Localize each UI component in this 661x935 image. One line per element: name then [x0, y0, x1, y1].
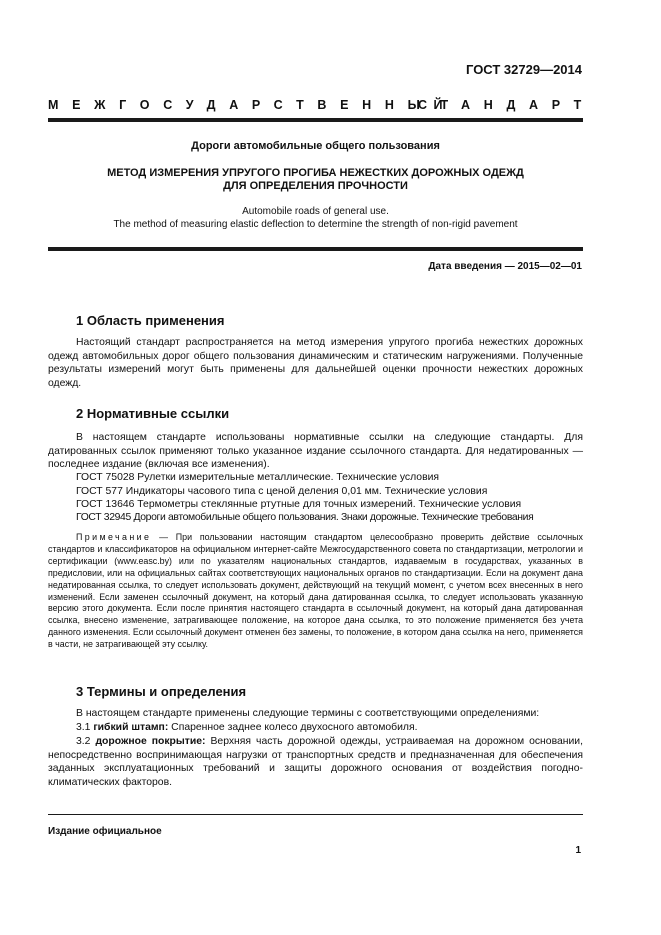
term-definition: Спаренное заднее колесо двухосного автомобиля. — [168, 722, 418, 733]
section-3-intro: В настоящем стандарте применены следующие термины с соответствующими определениями: — [76, 708, 540, 719]
section-3-heading: 3 Термины и определения — [76, 684, 247, 699]
reference-item: ГОСТ 75028 Рулетки измерительные металлические. Технические условия — [76, 472, 440, 483]
gost-number: ГОСТ 32729—2014 — [466, 62, 582, 77]
term-number: 3.2 — [76, 736, 91, 747]
section-2-paragraph — [48, 431, 583, 472]
reference-item: ГОСТ 13646 Термометры стеклянные ртутные для точных измерений. Технические условия — [76, 499, 522, 510]
reference-item: ГОСТ 577 Индикаторы часового типа с ценой деления 0,01 мм. Технические условия — [76, 486, 488, 497]
term-number: 3.1 — [76, 722, 91, 733]
note-text: — При пользовании настоящим стандартом целесообразно проверить действие ссылочных стандартов и классификаторов на официальном интернет-сайте Межгосударственного совета по стандартизации, метрологии и сертификации (www.easc.by) или по указателям национальных стандартов, издаваемым в государствах, указанных в предисловии, или на официальных сайтах соответствующих национальных органов по стандартизации. Если на документ дана недатированная ссылка, то следует использовать документ, действующий на текущий момент, с учетом всех внесенных в него изменений. Если заменен ссылочный документ, на который дана датированная ссылка, то следует использовать указанную версию этого документа. Если после принятия настоящего стандарта в ссылочный документ, на который дана датированная ссылка, внесено изменение, затрагивающее положение, на которое дана ссылка, то это положение применяется без учета данного изменения. Если ссылочный документ отменен без замены, то положение, в котором дана ссылка на него, применяется в части, не затрагивающей эту ссылку. — [48, 532, 583, 650]
term-name: гибкий штамп: — [93, 722, 169, 733]
interstate-word: МЕЖГОСУДАРСТВЕННЫЙ — [48, 98, 457, 112]
reference-item: ГОСТ 32945 Дороги автомобильные общего пользования. Знаки дорожные. Технические требования — [76, 512, 534, 523]
english-title — [48, 205, 583, 231]
footer-rule — [48, 814, 583, 815]
title-line-2: ДЛЯ ОПРЕДЕЛЕНИЯ ПРОЧНОСТИ — [223, 180, 408, 192]
section-2-heading: 2 Нормативные ссылки — [76, 406, 230, 421]
section-2-note — [48, 532, 583, 651]
english-title-line-1: Automobile roads of general use. — [242, 206, 389, 217]
section-1-heading: 1 Область применения — [76, 313, 225, 328]
term-3-1 — [76, 722, 417, 733]
term-name: дорожное покрытие: — [95, 736, 206, 747]
section-1-text: Настоящий стандарт распространяется на метод измерения упругого прогиба нежестких дорожных одежд автомобильных дорог общего пользования динамическим и статическим нагружениями. Полученные результаты измерений могут быть применены для дальнейшей оценки прочности нежестких дорожных одежд. — [48, 337, 583, 390]
term-definition: Верхняя часть дорожной одежды, устраиваемая на дорожном основании, непосредственно воспринимающая нагрузки от транспортных средств и предназначенная для обеспечения заданных эксплуатационных требований и защиты дорожного основания от воздействия погодно-климатических факторов. — [48, 736, 583, 789]
title-bottom-rule — [48, 247, 583, 251]
page-number: 1 — [575, 845, 581, 856]
section-2-text: В настоящем стандарте использованы нормативные ссылки на следующие стандарты. Для датированных ссылок применяют только указанное издание ссылочного стандарта. Для недатированных — последнее издание (включая все изменения). — [48, 432, 583, 471]
interstate-standard-banner — [48, 98, 595, 112]
official-edition-label: Издание официальное — [48, 826, 162, 837]
introduction-date: Дата введения — 2015—02—01 — [428, 261, 582, 272]
term-3-2 — [48, 735, 583, 790]
section-1-paragraph — [48, 336, 583, 391]
english-title-line-2: The method of measuring elastic deflection to determine the strength of non-rigid pavement — [113, 219, 518, 230]
top-thick-rule — [48, 118, 583, 122]
title-line-1: МЕТОД ИЗМЕРЕНИЯ УПРУГОГО ПРОГИБА НЕЖЕСТКИХ ДОРОЖНЫХ ОДЕЖД — [107, 167, 524, 179]
document-title — [48, 167, 583, 193]
note-label: Примечание — [76, 532, 152, 542]
standard-word: СТАНДАРТ — [418, 98, 595, 112]
roads-subtitle: Дороги автомобильные общего пользования — [191, 140, 440, 152]
